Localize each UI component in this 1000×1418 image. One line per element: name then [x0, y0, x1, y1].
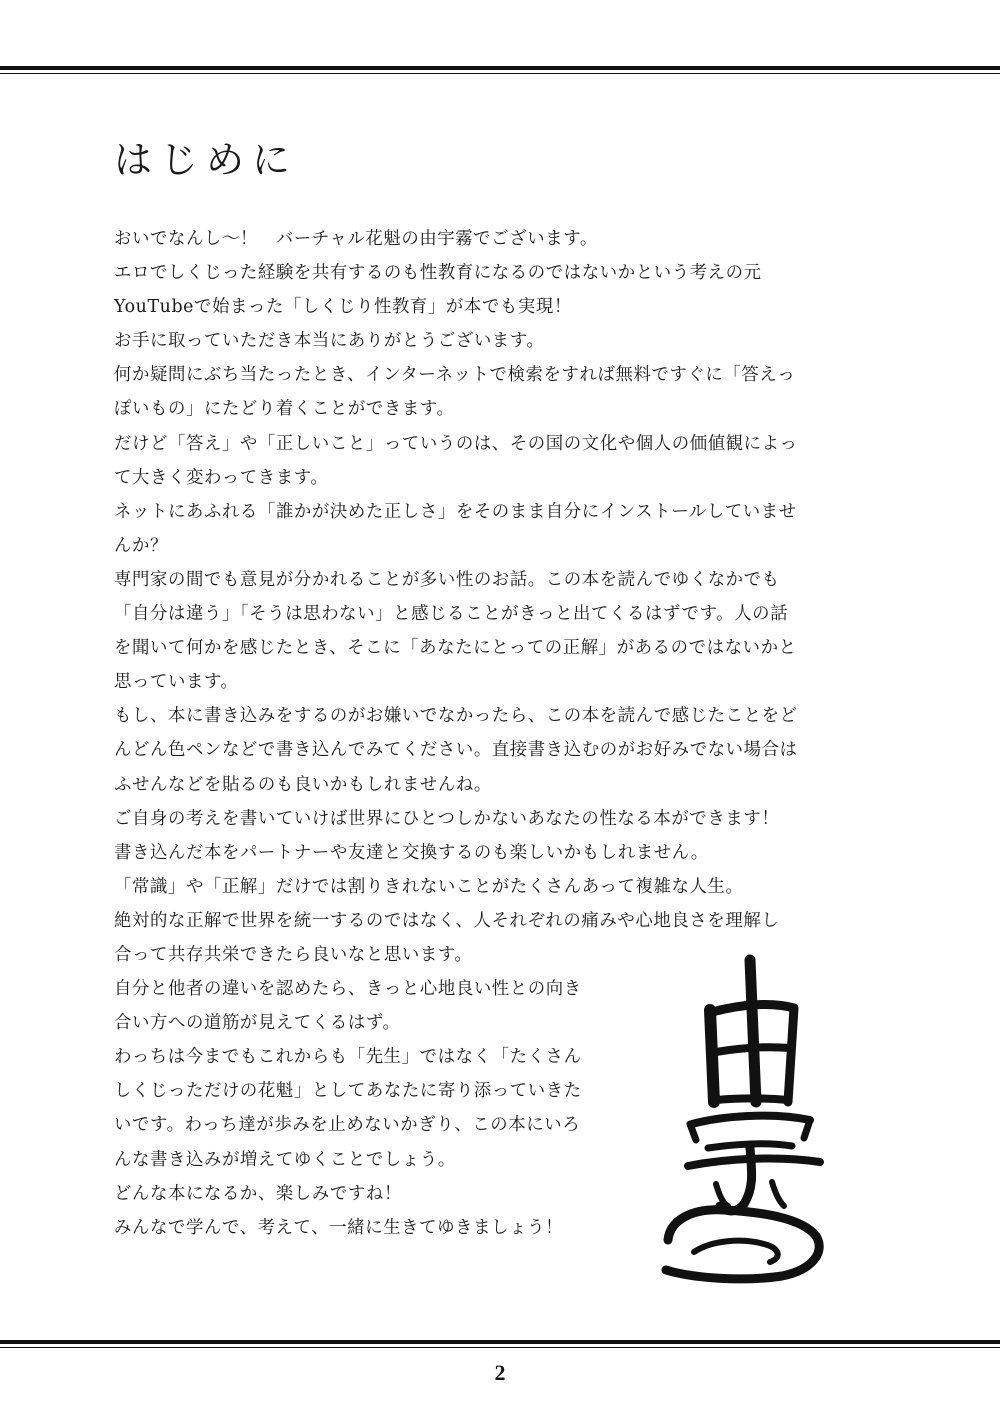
body-line: 自分と他者の違いを認めたら、きっと心地良い性との向き	[114, 979, 582, 1000]
body-line: みんなで学んで、考えて、一緒に生きてゆきましょう！	[114, 1217, 564, 1238]
body-line: おいでなんし〜！ バーチャル花魁の由宇霧でございます。	[114, 229, 598, 249]
body-line: んどん色ペンなどで書き込んでみてください。直接書き込むのがお好みでない場合は	[114, 740, 798, 761]
body-line: わっちは今までもこれからも「先生」ではなく「たくさん	[114, 1047, 582, 1068]
body-line: YouTubeで始まった「しくじり性教育」が本でも実現！	[114, 297, 572, 318]
body-line: ふせんなどを貼るのも良いかもしれませんね。	[114, 774, 492, 795]
body-line: 「常識」や「正解」だけでは割りきれないことがたくさんあって複雑な人生。	[114, 876, 744, 897]
body-line: 「自分は違う」「そうは思わない」と感じることがきっと出てくるはずです。人の話	[114, 604, 789, 625]
body-line: を聞いて何かを感じたとき、そこに「あなたにとっての正解」があるのではないかと	[114, 638, 797, 659]
body-line: 専門家の間でも意見が分かれることが多い性のお話。この本を読んでゆくなかでも	[114, 569, 780, 590]
body-line: 何か疑問にぶち当たったとき、インターネットで検索をすれば無料ですぐに「答えっ	[114, 365, 796, 386]
body-line: しくじっただけの花魁」としてあなたに寄り添っていきた	[114, 1081, 582, 1102]
body-line: ぽいもの」にたどり着くことができます。	[114, 399, 455, 420]
page-number: 2	[494, 1360, 506, 1385]
top-rule-thin	[0, 73, 1000, 74]
body-line: んな書き込みが増えてゆくことでしょう。	[114, 1149, 456, 1170]
top-double-rule	[0, 66, 1000, 75]
body-line: いです。わっち達が歩みを止めないかぎり、この本にいろ	[114, 1115, 581, 1136]
body-line: 思っています。	[114, 672, 239, 693]
bottom-rule-thick	[0, 1340, 1000, 1344]
bottom-rule-thin	[0, 1347, 1000, 1348]
body-line: んか？	[114, 535, 168, 556]
body-line: エロでしくじった経験を共有するのも性教育になるのではないかという考えの元	[114, 263, 762, 284]
body-line: 合って共存共栄できたら良いなと思います。	[114, 944, 473, 965]
page-title: はじめに	[114, 138, 299, 182]
body-line: ネットにあふれる「誰かが決めた正しさ」をそのまま自分にインストールしていませ	[114, 501, 797, 522]
signature-seal	[632, 952, 832, 1292]
top-rule-thick	[0, 66, 1000, 70]
body-line: て大きく変わってきます。	[114, 467, 329, 488]
body-line: もし、本に書き込みをするのがお嫌いでなかったら、この本を読んで感じたことをど	[114, 706, 798, 727]
body-line: だけど「答え」や「正しいこと」っていうのは、その国の文化や個人の価値観によっ	[114, 433, 798, 454]
body-line: 書き込んだ本をパートナーや友達と交換するのも楽しいかもしれません。	[114, 842, 709, 863]
body-line: どんな本になるか、楽しみですね！	[114, 1183, 402, 1204]
body-line: ご自身の考えを書いていけば世界にひとつしかないあなたの性なる本ができます！	[114, 808, 780, 829]
body-line: 合い方への道筋が見えてくるはず。	[114, 1013, 401, 1034]
body-line: 絶対的な正解で世界を統一するのではなく、人それぞれの痛みや心地良さを理解し	[114, 910, 780, 931]
bottom-double-rule	[0, 1340, 1000, 1349]
body-line: お手に取っていただき本当にありがとうございます。	[114, 331, 545, 352]
